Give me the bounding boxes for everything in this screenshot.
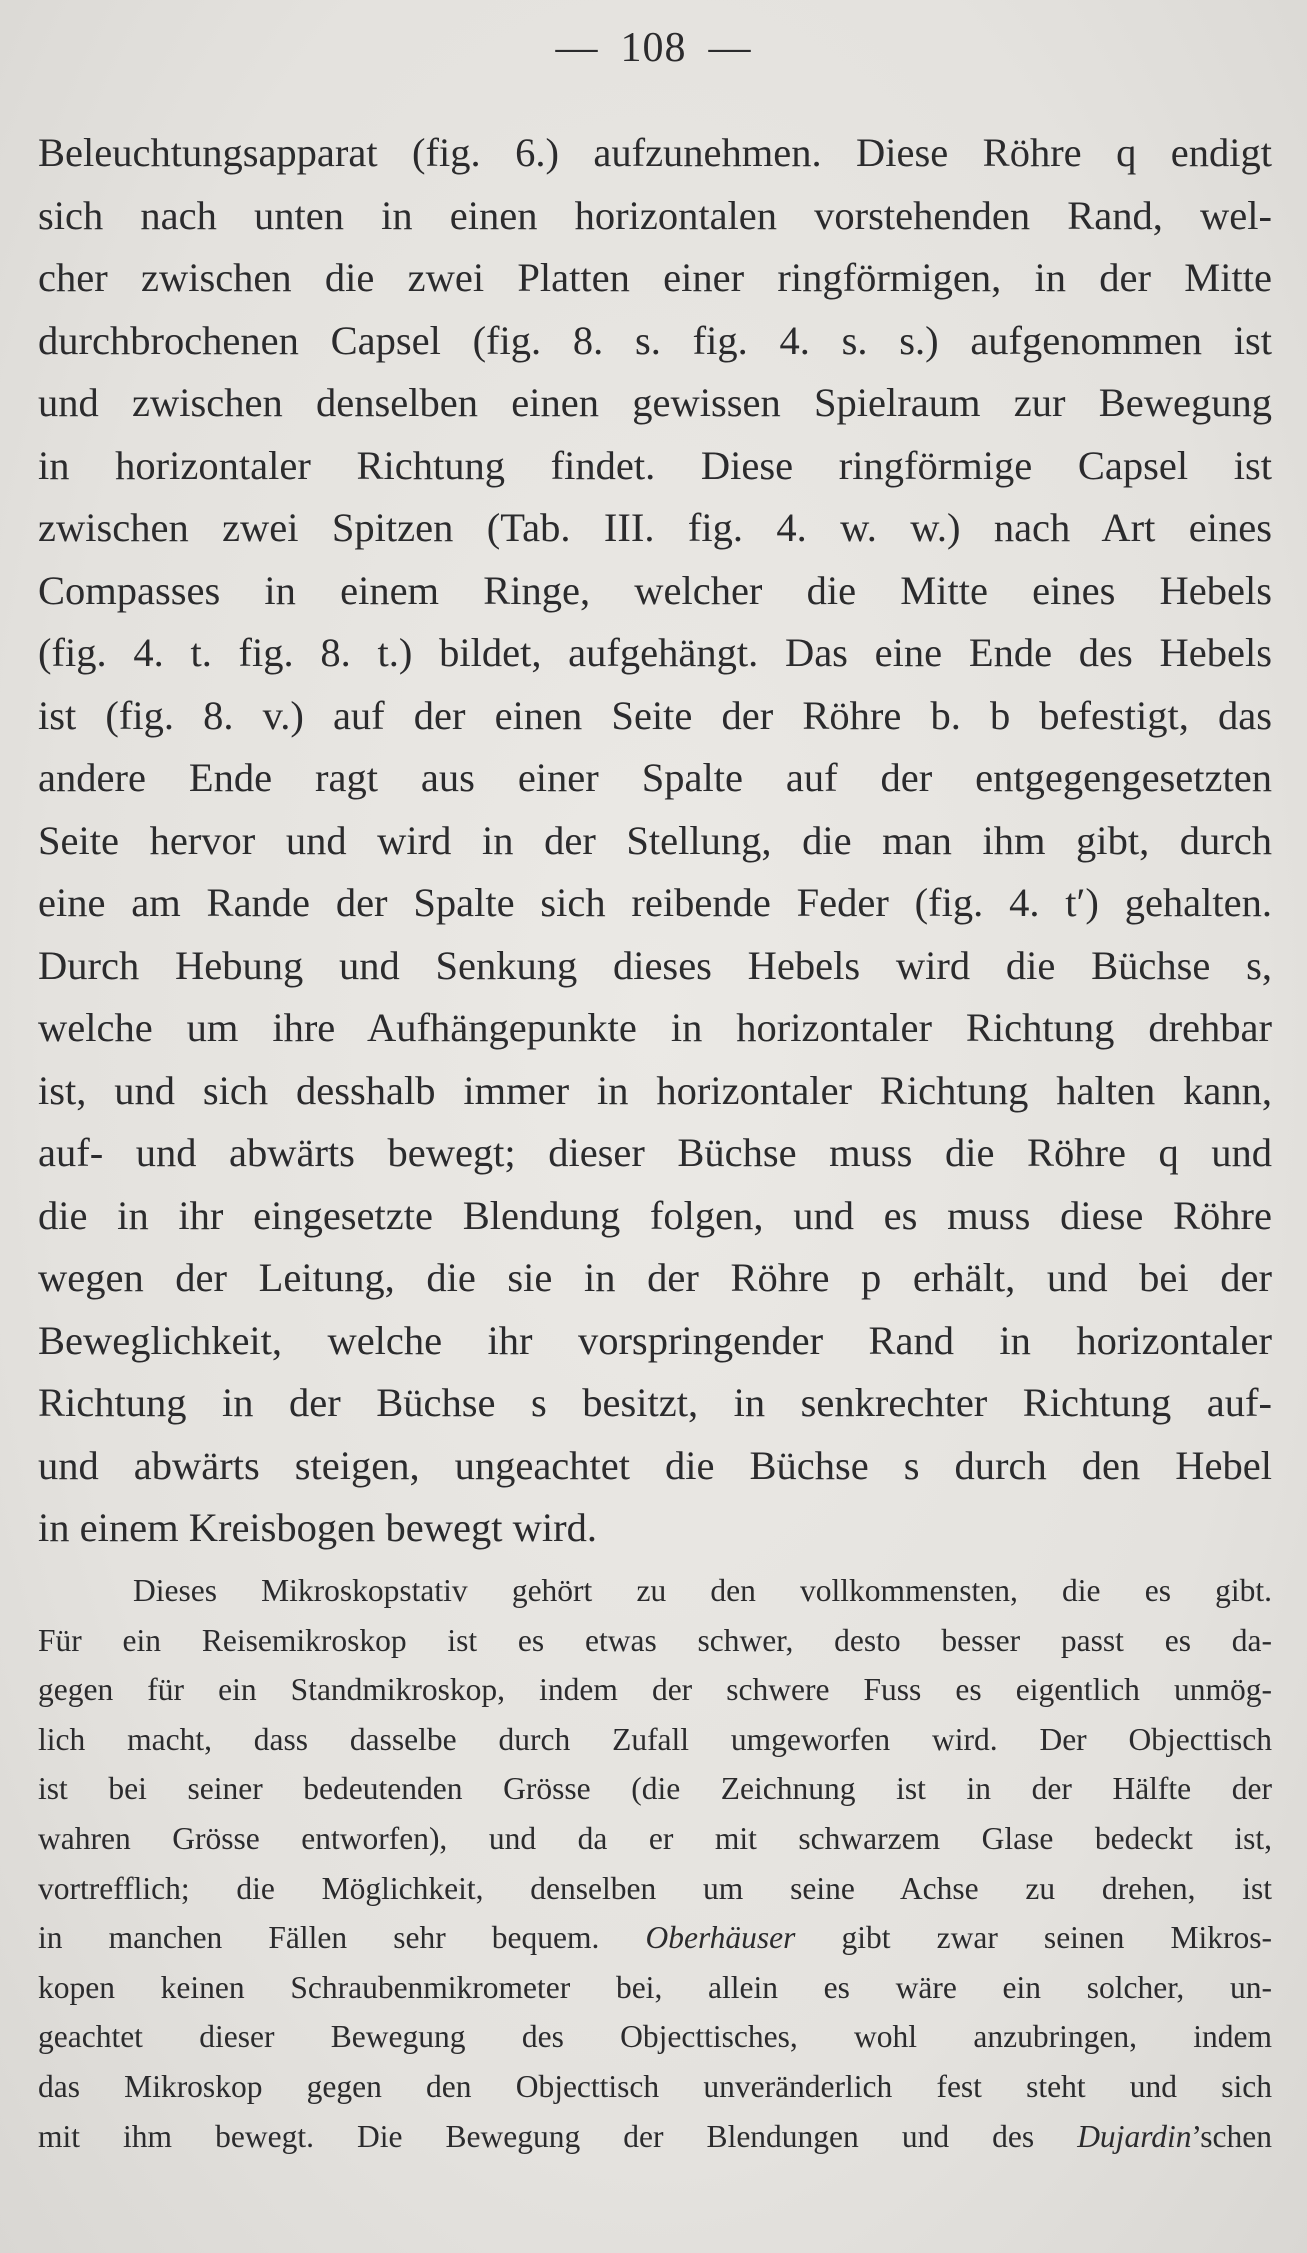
text-line: eine am Rande der Spalte sich reibende Feder (fig. 4. t′) gehalten. — [38, 880, 1272, 925]
text-line: Richtung in der Büchse s besitzt, in senkrechter Richtung auf- — [38, 1380, 1272, 1425]
note-line: das Mikroskop gegen den Objecttisch unveränderlich fest steht und sich — [38, 2068, 1272, 2104]
note-line: geachtet dieser Bewegung des Objecttisches, wohl anzubringen, indem — [38, 2019, 1272, 2055]
note-line-text: gibt zwar seinen Mikros- — [841, 1920, 1272, 1956]
text-line: welche um ihre Aufhängepunkte in horizontaler Richtung drehbar — [38, 1005, 1272, 1050]
text-line: Beweglichkeit, welche ihr vorspringender Rand in horizontaler — [38, 1317, 1272, 1363]
text-line: Compasses in einem Ringe, welcher die Mitte eines Hebels — [38, 567, 1272, 613]
note-line: ist bei seiner bedeutenden Grösse (die Zeichnung ist in der Hälfte der — [38, 1771, 1272, 1807]
header-dash-right: — — [708, 25, 752, 71]
text-line: in einem Kreisbogen bewegt wird. — [38, 1505, 597, 1550]
page-number: 108 — [620, 25, 687, 71]
text-line: die in ihr eingesetzte Blendung folgen, und es muss diese Röhre — [38, 1192, 1272, 1238]
note-line-text: ’schen — [1191, 2118, 1273, 2154]
note-paragraph — [38, 1566, 1272, 2161]
note-line: kopen keinen Schraubenmikrometer bei, allein es wäre ein solcher, un- — [38, 1969, 1272, 2005]
page-header — [0, 24, 1307, 72]
text-line: cher zwischen die zwei Platten einer ringförmigen, in der Mitte — [38, 255, 1272, 300]
text-line: Seite hervor und wird in der Stellung, die man ihm gibt, durch — [38, 817, 1272, 863]
text-line: wegen der Leitung, die sie in der Röhre p erhält, und bei der — [38, 1255, 1272, 1300]
header-dash-left: — — [555, 25, 599, 71]
note-line — [38, 2112, 1272, 2162]
note-line: Dieses Mikroskopstativ gehört zu den vollkommensten, die es gibt. — [133, 1573, 1272, 1608]
text-line: ist, und sich desshalb immer in horizontaler Richtung halten kann, — [38, 1067, 1272, 1113]
text-line: Durch Hebung und Senkung dieses Hebels wird die Büchse s, — [38, 942, 1272, 988]
note-line-text: in manchen Fällen sehr bequem. — [38, 1920, 600, 1956]
note-line: vortrefflich; die Möglichkeit, denselben um seine Achse zu drehen, ist — [38, 1870, 1272, 1906]
main-paragraph — [38, 122, 1272, 1560]
note-line — [38, 1913, 1272, 1963]
text-line: Beleuchtungsapparat (fig. 6.) aufzunehmen. Diese Röhre q endigt — [38, 130, 1272, 175]
author-name-dujardin: Dujardin — [1077, 2118, 1192, 2154]
text-line: zwischen zwei Spitzen (Tab. III. fig. 4. w. w.) nach Art eines — [38, 505, 1272, 550]
text-line: andere Ende ragt aus einer Spalte auf der entgegengesetzten — [38, 755, 1272, 800]
note-line: gegen für ein Standmikroskop, indem der schwere Fuss es eigentlich unmög- — [38, 1672, 1272, 1708]
note-line: Für ein Reisemikroskop ist es etwas schwer, desto besser passt es da- — [38, 1622, 1272, 1658]
text-line: und abwärts steigen, ungeachtet die Büchse s durch den Hebel — [38, 1442, 1272, 1488]
note-line: lich macht, dass dasselbe durch Zufall umgeworfen wird. Der Objecttisch — [38, 1721, 1272, 1757]
note-line-text: mit ihm bewegt. Die Bewegung der Blendungen und des — [38, 2118, 1035, 2154]
text-line: auf- und abwärts bewegt; dieser Büchse muss die Röhre q und — [38, 1130, 1272, 1175]
text-line: sich nach unten in einen horizontalen vorstehenden Rand, wel- — [38, 192, 1272, 238]
text-line: und zwischen denselben einen gewissen Spielraum zur Bewegung — [38, 380, 1272, 425]
text-line: ist (fig. 8. v.) auf der einen Seite der Röhre b. b befestigt, das — [38, 692, 1272, 738]
note-line: wahren Grösse entworfen), und da er mit schwarzem Glase bedeckt ist, — [38, 1820, 1272, 1856]
text-line: (fig. 4. t. fig. 8. t.) bildet, aufgehängt. Das eine Ende des Hebels — [38, 630, 1272, 675]
text-line: in horizontaler Richtung findet. Diese ringförmige Capsel ist — [38, 442, 1272, 488]
author-name-oberhaeuser: Oberhäuser — [645, 1920, 796, 1956]
text-line: durchbrochenen Capsel (fig. 8. s. fig. 4. s. s.) aufgenommen ist — [38, 317, 1272, 363]
